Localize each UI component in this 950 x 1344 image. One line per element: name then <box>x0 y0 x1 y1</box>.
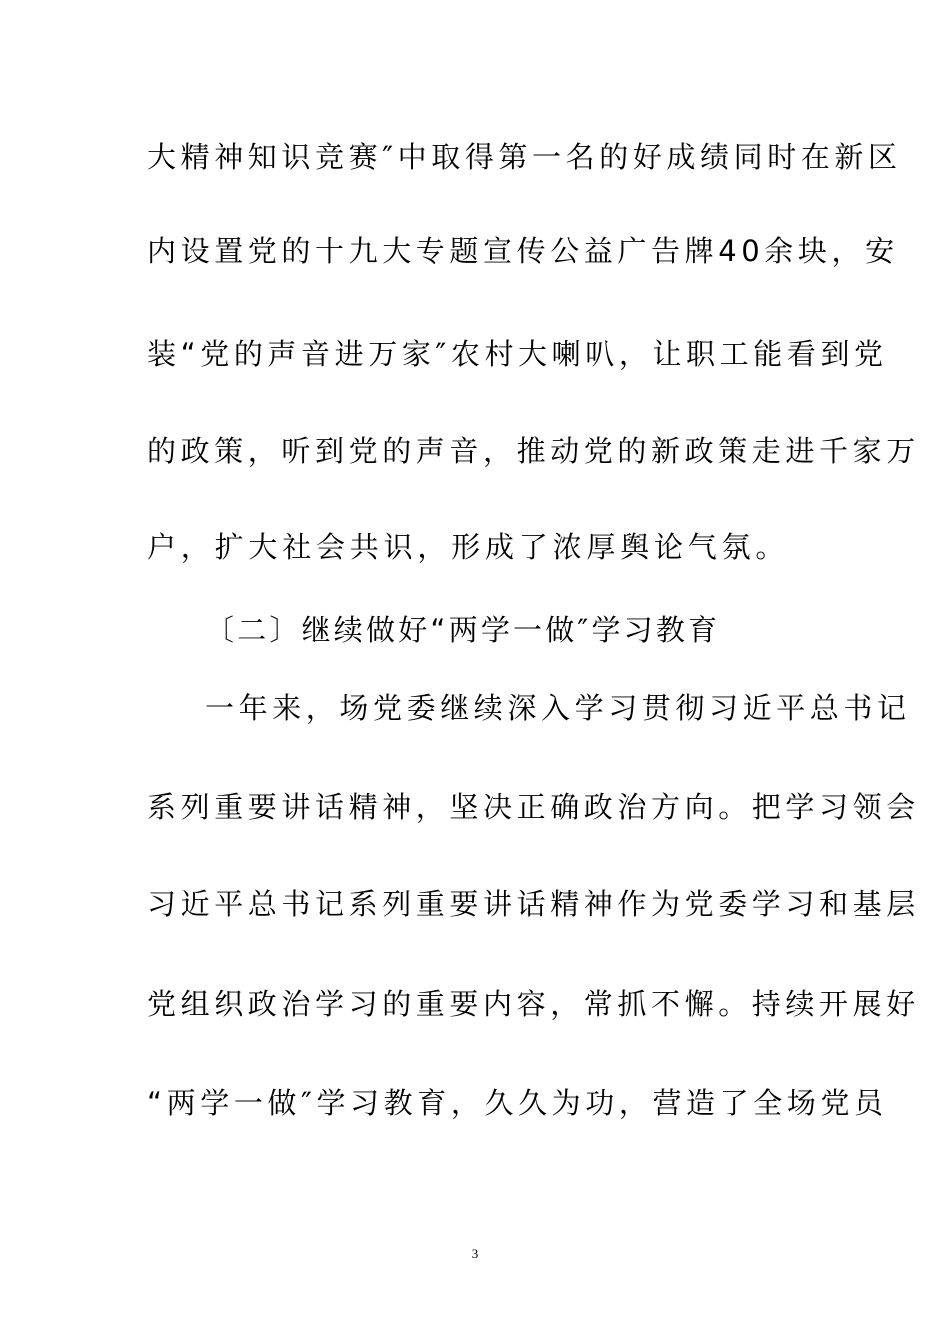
paragraph-line: 户，扩大社会共识，形成了浓厚舆论气氛。 <box>147 530 790 564</box>
paragraph-line: 内设置党的十九大专题宣传公益广告牌40余块，安 <box>147 234 899 268</box>
paragraph-line: 党组织政治学习的重要内容，常抓不懈。持续开展好 <box>147 987 920 1021</box>
paragraph-line: 装“党的声音进万家″农村大喇叭，让职工能看到党 <box>147 337 888 371</box>
paragraph-line: 的政策，听到党的声音，推动党的新政策走进千家万 <box>147 434 920 468</box>
paragraph-line: “两学一做″学习教育，久久为功，营造了全场党员 <box>147 1086 888 1120</box>
paragraph-line: 大精神知识竞赛″中取得第一名的好成绩同时在新区 <box>147 140 902 174</box>
page-number: 3 <box>471 1246 479 1261</box>
paragraph-line: 一年来，场党委继续深入学习贯彻习近平总书记 <box>205 691 911 725</box>
paragraph-line: 习近平总书记系列重要讲话精神作为党委学习和基层 <box>147 887 920 921</box>
paragraph-line: 系列重要讲话精神，坚决正确政治方向。把学习领会 <box>147 790 920 824</box>
section-heading: 〔二〕继续做好“两学一做″学习教育 <box>205 613 721 647</box>
